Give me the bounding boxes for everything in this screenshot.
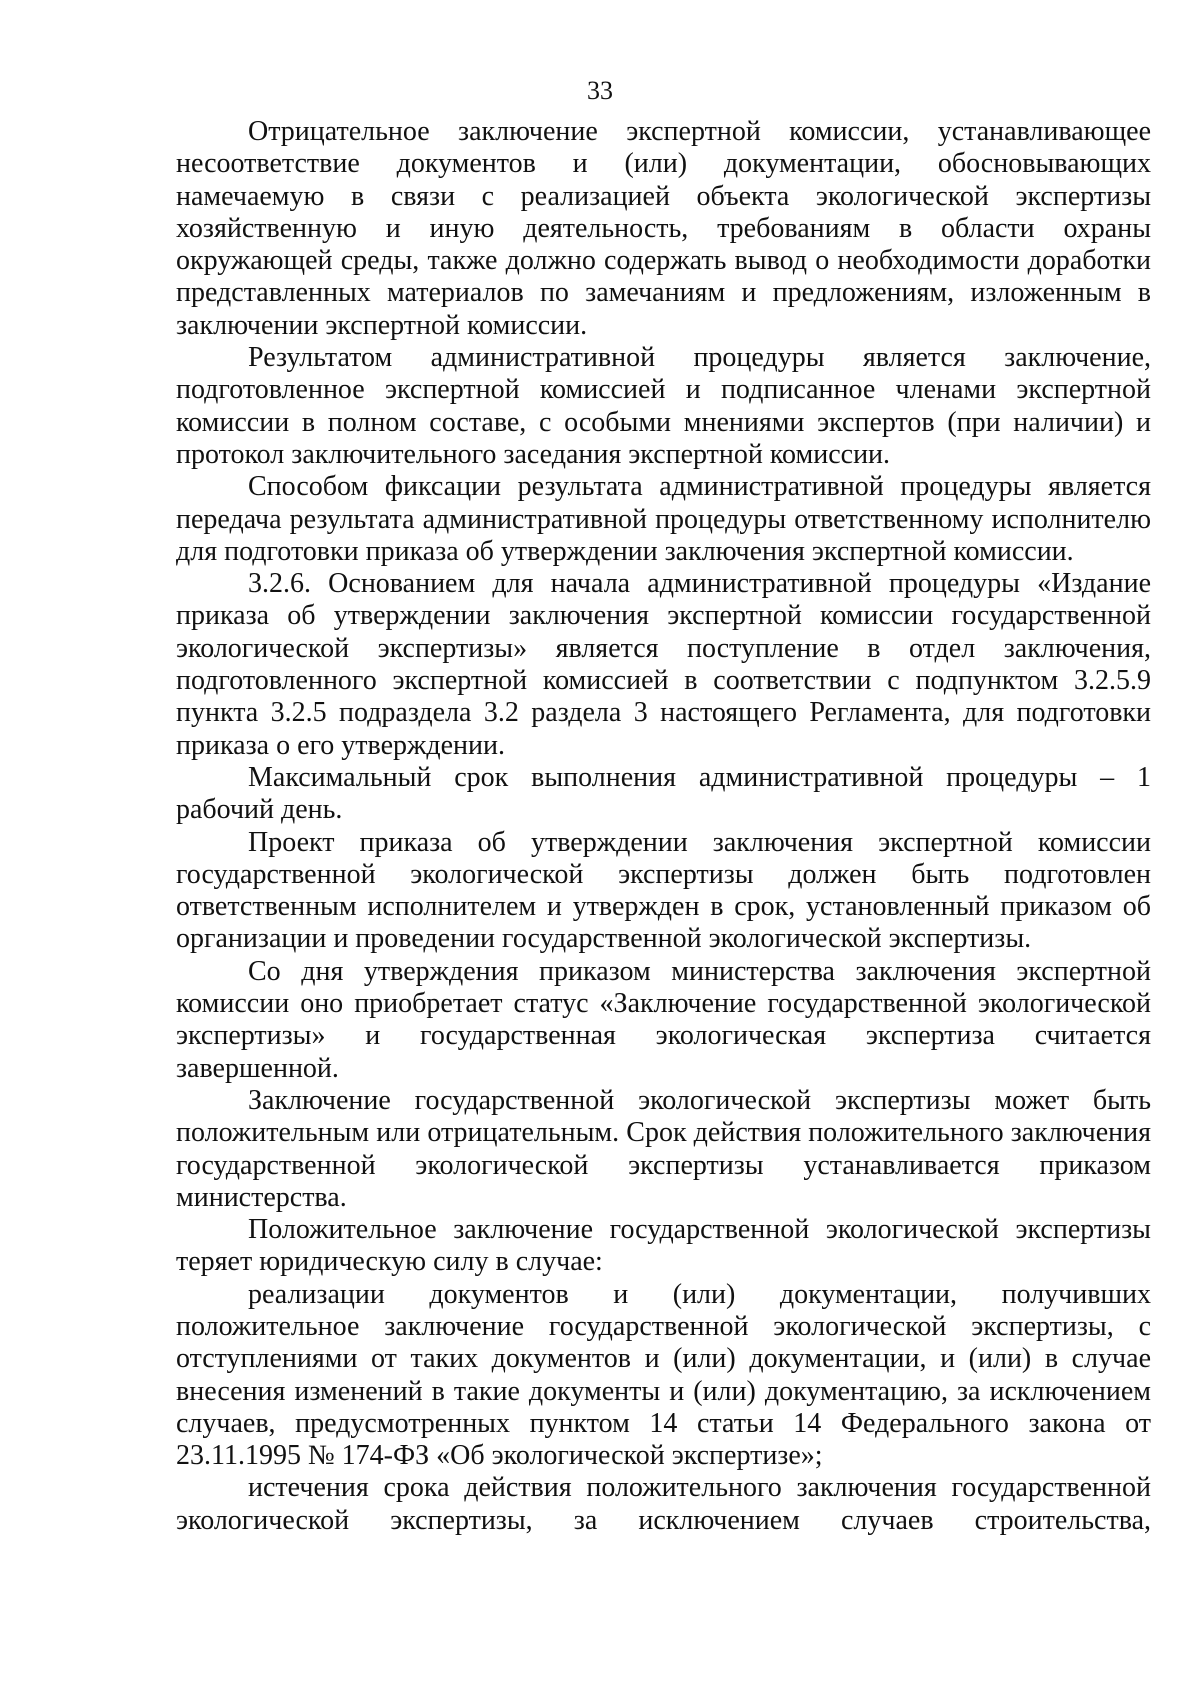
- paragraph-result-fixation: Способом фиксации результата административной процедуры является передача результата административной процедуры ответственному исполнителю для подготовки приказа об утверждении заключения экспертной комиссии.: [176, 471, 1151, 567]
- paragraph-negative-conclusion: Отрицательное заключение экспертной комиссии, устанавливающее несоответствие документов и (или) документации, обосновывающих намечаемую в связи с реализацией объекта экологической экспертизы хозяйственную и иную деятельность, требованиям в области охраны окружающей среды, также должно содержать вывод о необходимости доработки представленных материалов по замечаниям и предложениям, изложенным в заключении экспертной комиссии.: [176, 116, 1151, 341]
- paragraph-3-2-6: 3.2.6. Основанием для начала административной процедуры «Издание приказа об утверждении заключения экспертной комиссии государственной экологической экспертизы» является поступление в отдел заключения, подготовленного экспертной комиссией в соответствии с подпунктом 3.2.5.9 пункта 3.2.5 подраздела 3.2 раздела 3 настоящего Регламента, для подготовки приказа о его утверждении.: [176, 568, 1151, 761]
- paragraph-procedure-result: Результатом административной процедуры является заключение, подготовленное экспертной комиссией и подписанное членами экспертной комиссии в полном составе, с особыми мнениями экспертов (при наличии) и протокол заключительного заседания экспертной комиссии.: [176, 342, 1151, 470]
- paragraph-implementation-deviations: реализации документов и (или) документации, получивших положительное заключение государственной экологической экспертизы, с отступлениями от таких документов и (или) документации, и (или) в случае внесения изменений в такие документы и (или) документацию, за исключением случаев, предусмотренных пунктом 14 статьи 14 Федерального закона от 23.11.1995 № 174-ФЗ «Об экологической экспертизе»;: [176, 1278, 1151, 1472]
- paragraph-draft-order: Проект приказа об утверждении заключения экспертной комиссии государственной экологической экспертизы должен быть подготовлен ответственным исполнителем и утвержден в срок, установленный приказом об организации и проведении государственной экологической экспертизы.: [176, 826, 1151, 955]
- page-number: 33: [587, 76, 613, 105]
- document-body: [176, 116, 1151, 1537]
- paragraph-approval-status: Со дня утверждения приказом министерства заключения экспертной комиссии оно приобретает статус «Заключение государственной экологической экспертизы» и государственная экологическая экспертиза считается завершенной.: [176, 955, 1151, 1084]
- paragraph-loses-force: Положительное заключение государственной экологической экспертизы теряет юридическую силу в случае:: [176, 1214, 1151, 1278]
- paragraph-term-expiry: истечения срока действия положительного заключения государственной экологической экспертизы, за исключением случаев строительства,: [176, 1472, 1151, 1536]
- paragraph-max-term: Максимальный срок выполнения административной процедуры – 1 рабочий день.: [176, 761, 1151, 826]
- paragraph-conclusion-types: Заключение государственной экологической экспертизы может быть положительным или отрицательным. Срок действия положительного заключения государственной экологической экспертизы устанавливается приказом министерства.: [176, 1084, 1151, 1213]
